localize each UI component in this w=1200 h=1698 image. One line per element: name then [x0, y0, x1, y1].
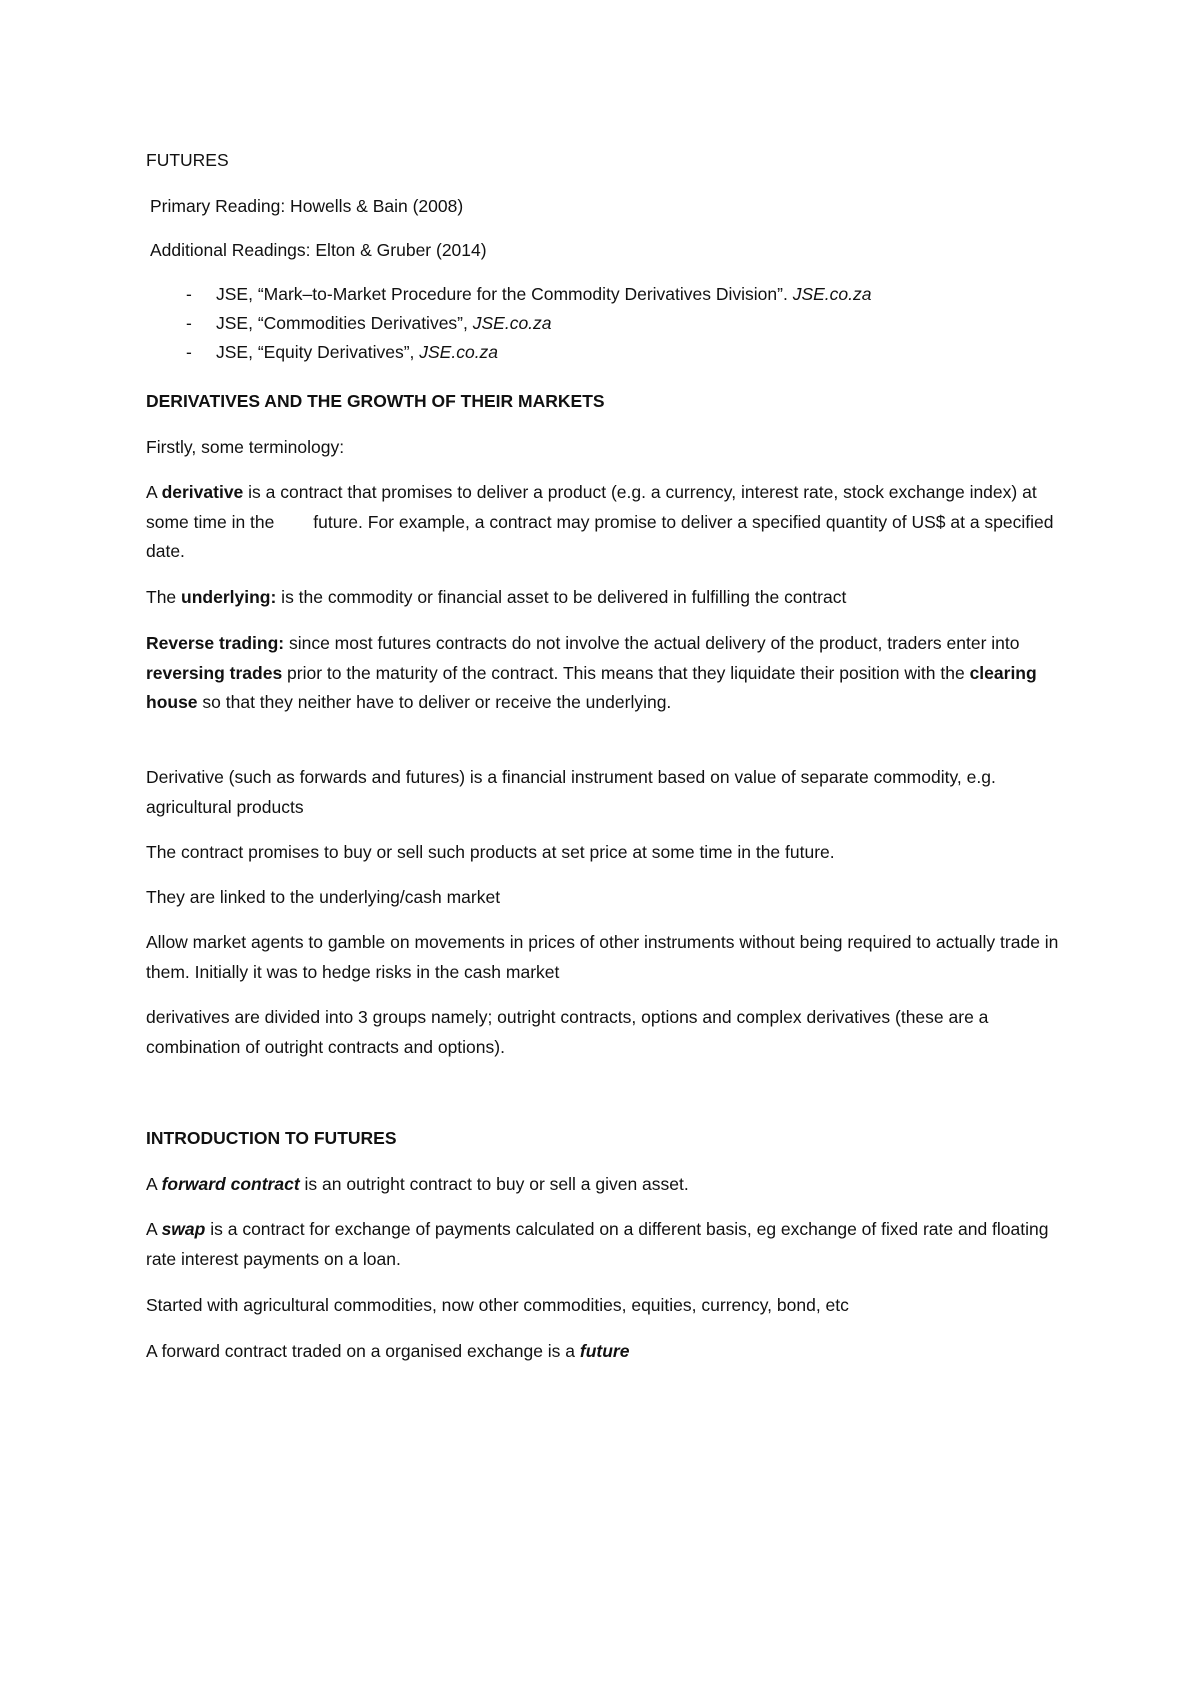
term-future: future — [579, 1341, 630, 1361]
term-clearing-house: clearing house — [146, 662, 1037, 712]
section-heading-introduction: INTRODUCTION TO FUTURES — [146, 1128, 397, 1148]
term-derivative: derivative — [161, 482, 244, 502]
paragraph-derivative-definition: A derivative is a contract that promises to deliver a product (e.g. a currency, interest rate, stock exchange index) at some time in the future. For example, a contract may promise to deliver a specified quantity of US$ at a specified date. — [146, 482, 1059, 561]
term-reversing-trades: reversing trades — [146, 662, 283, 683]
document-title: FUTURES — [146, 150, 229, 170]
paragraph-future-definition: A forward contract traded on a organised exchange is a future — [146, 1341, 630, 1361]
section-heading-derivatives: DERIVATIVES AND THE GROWTH OF THEIR MARKETS — [146, 391, 605, 411]
paragraph-started-agricultural: Started with agricultural commodities, now other commodities, equities, currency, bond, etc — [146, 1295, 849, 1315]
reading-source: JSE.co.za — [472, 313, 552, 333]
term-underlying: underlying: — [181, 587, 277, 607]
reading-item — [186, 309, 552, 338]
paragraph-contract-promises: The contract promises to buy or sell such products at set price at some time in the future. — [146, 842, 835, 862]
paragraph-three-groups: derivatives are divided into 3 groups namely; outright contracts, options and complex derivatives (these are a combination of outright contracts and options). — [146, 1007, 989, 1057]
reading-item — [186, 338, 498, 367]
paragraph-derivative-such-as: Derivative (such as forwards and futures) is a financial instrument based on value of separate commodity, e.g. agricultural products — [146, 767, 996, 817]
reading-source: JSE.co.za — [419, 342, 499, 362]
reading-text: JSE, “Equity Derivatives”, — [216, 342, 420, 362]
paragraph-forward-contract: A forward contract is an outright contract to buy or sell a given asset. — [146, 1174, 689, 1194]
reading-text: JSE, “Commodities Derivatives”, — [216, 313, 473, 333]
reading-source: JSE.co.za — [792, 284, 872, 304]
list-dash: - — [186, 342, 192, 362]
list-dash: - — [186, 284, 192, 304]
paragraph-reverse-trading: Reverse trading: since most futures contracts do not involve the actual delivery of the product, traders enter into reversing trades prior to the maturity of the contract. This means that they liquidate their position with the clearing house so that they neither have to deliver or receive the underlying. — [146, 633, 1037, 712]
term-reverse-trading: Reverse trading: — [146, 633, 285, 653]
list-dash: - — [186, 313, 192, 333]
paragraph-underlying-definition: The underlying: is the commodity or financial asset to be delivered in fulfilling the contract — [146, 587, 847, 607]
terminology-intro: Firstly, some terminology: — [146, 437, 345, 457]
term-forward-contract: forward contract — [161, 1174, 300, 1194]
primary-reading: Primary Reading: Howells & Bain (2008) — [150, 196, 464, 216]
paragraph-swap: A swap is a contract for exchange of payments calculated on a different basis, eg exchange of fixed rate and floating rate interest payments on a loan. — [146, 1219, 1049, 1269]
paragraph-allow-market-agents: Allow market agents to gamble on movements in prices of other instruments without being required to actually trade in them. Initially it was to hedge risks in the cash market — [146, 932, 1059, 982]
paragraph-linked-underlying: They are linked to the underlying/cash market — [146, 887, 501, 907]
reading-item — [186, 280, 872, 309]
term-swap: swap — [161, 1219, 206, 1239]
additional-readings: Additional Readings: Elton & Gruber (2014) — [150, 240, 487, 260]
reading-text: JSE, “Mark–to-Market Procedure for the Commodity Derivatives Division”. — [216, 284, 793, 304]
